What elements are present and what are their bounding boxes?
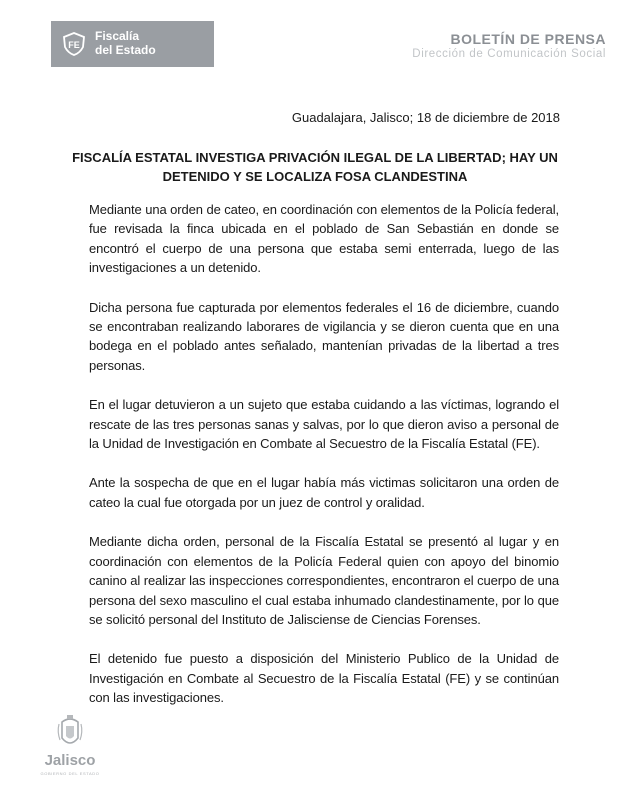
- paragraph-1: Mediante una orden de cateo, en coordinación con elementos de la Policía federal, fue revisada la finca ubicada en el poblado de San Sebastián en donde se encontró el cuerpo de una persona que estaba semi enterrada, luego de las investigaciones a un detenido.: [89, 202, 559, 276]
- fe-badge-text: FE: [68, 40, 80, 50]
- jalisco-logo: [30, 714, 110, 780]
- logo-line-2: del Estado: [95, 43, 156, 57]
- press-release-body: [89, 200, 559, 728]
- logo-line-1: Fiscalía: [95, 29, 140, 43]
- headline: [60, 148, 570, 186]
- headline-line-1: FISCALÍA ESTATAL INVESTIGA PRIVACIÓN ILEGAL DE LA LIBERTAD; HAY UN: [72, 150, 558, 165]
- paragraph-6: El detenido fue puesto a disposición del Ministerio Publico de la Unidad de Investigación en Combate al Secuestro de la Fiscalía Estatal (FE) y se continúan con las investigaciones.: [89, 651, 559, 706]
- paragraph-4: Ante la sospecha de que en el lugar había más victimas solicitaron una orden de cateo la cual fue otorgada por un juez de control y oralidad.: [89, 475, 559, 510]
- jalisco-subtitle: GOBIERNO DEL ESTADO: [40, 771, 100, 776]
- headline-line-2: DETENIDO Y SE LOCALIZA FOSA CLANDESTINA: [162, 169, 468, 184]
- bulletin-title: BOLETÍN DE PRENSA: [450, 31, 606, 47]
- date-line: Guadalajara, Jalisco; 18 de diciembre de 2018: [291, 110, 560, 125]
- fiscalia-logo: [51, 21, 214, 67]
- paragraph-3: En el lugar detuvieron a un sujeto que estaba cuidando a las víctimas, logrando el rescate de las tres personas sanas y salvas, por lo que dieron aviso a personal de la Unidad de Investigación en Combate al Secuestro de la Fiscalía Estatal (FE).: [89, 397, 559, 452]
- jalisco-wordmark: Jalisco: [44, 752, 96, 769]
- fe-shield-icon: [62, 32, 86, 56]
- paragraph-5: Mediante dicha orden, personal de la Fiscalía Estatal se presentó al lugar y en coordinación con elementos de la Policía Federal quien con apoyo del binomio canino al realizar las inspecciones correspondientes, encontraron el cuerpo de una persona del sexo masculino el cual estaba inhumado clandestinamente, por lo que se solicitó personal del Instituto de Jalisciense de Ciencias Forenses.: [89, 534, 559, 627]
- paragraph-2: Dicha persona fue capturada por elementos federales el 16 de diciembre, cuando se encontraban realizando laborares de vigilancia y se dieron cuenta que en una bodega en el poblado antes señalado, mantenían privadas de la libertad a tres personas.: [89, 299, 559, 373]
- bulletin-subtitle: Dirección de Comunicación Social: [412, 48, 606, 60]
- jalisco-crest-icon: [56, 714, 84, 752]
